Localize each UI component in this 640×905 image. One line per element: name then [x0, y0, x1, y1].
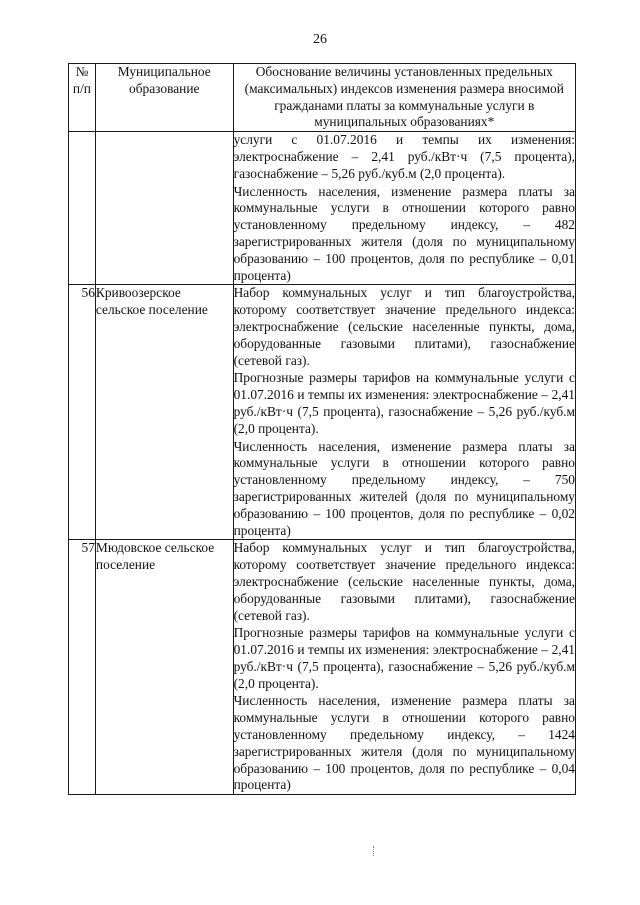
row-municipality: Кривоозерское сельское поселение	[95, 285, 233, 540]
header-municipality: Муниципальное образование	[95, 64, 233, 132]
row-number: 57	[69, 540, 96, 795]
justification-paragraph: Прогнозные размеры тарифов на коммунальные услуги с 01.07.2016 и темпы их изменения: электроснабжение – 2,41 руб./кВт·ч (7,5 процента), газоснабжение – 5,26 руб./куб.м (2,0 процента).	[233, 370, 575, 436]
row-number: 56	[69, 285, 96, 540]
row-justification	[233, 132, 575, 285]
table-header-row	[69, 64, 576, 132]
tariff-index-table	[68, 63, 576, 795]
header-num: № п/п	[69, 64, 96, 132]
page-number: 26	[313, 32, 327, 47]
justification-paragraph: Прогнозные размеры тарифов на коммунальные услуги с 01.07.2016 и темпы их изменения: электроснабжение – 2,41 руб./кВт·ч (7,5 процента), газоснабжение – 5,26 руб./куб.м (2,0 процента).	[233, 625, 575, 691]
row-municipality: Мюдовское сельское поселение	[95, 540, 233, 795]
row-number	[69, 132, 96, 285]
justification-paragraph: Численность населения, изменение размера платы за коммунальные услуги в отношении которого равно установленному предельному индексу, – 1424 зарегистрированных жителя (доля по муниципальному образованию – 100 процентов, доля по республике – 0,04 процента)	[233, 693, 575, 793]
row-justification	[233, 540, 575, 795]
justification-paragraph: услуги с 01.07.2016 и темпы их изменения: электроснабжение – 2,41 руб./кВт·ч (7,5 процента), газоснабжение – 5,26 руб./куб.м (2,0 процента).	[233, 132, 575, 181]
row-municipality	[95, 132, 233, 285]
justification-paragraph: Набор коммунальных услуг и тип благоустройства, которому соответствует значение предельного индекса: электроснабжение (сельские населенные пункты, дома, оборудованные газовыми плитами), газоснабжение (сетевой газ).	[233, 540, 575, 623]
justification-paragraph: Набор коммунальных услуг и тип благоустройства, которому соответствует значение предельного индекса: электроснабжение (сельские населенные пункты, дома, оборудованные газовыми плитами), газоснабжение (сетевой газ).	[233, 285, 575, 368]
header-justification: Обоснование величины установленных предельных (максимальных) индексов изменения размера вносимой гражданами платы за коммунальные услуги в муниципальных образованиях*	[233, 64, 575, 132]
table-row	[69, 540, 576, 795]
table-row	[69, 132, 576, 285]
justification-paragraph: Численность населения, изменение размера платы за коммунальные услуги в отношении которого равно установленному предельному индексу, – 750 зарегистрированных жителей (доля по муниципальному образованию – 100 процентов, доля по республике – 0,02 процента)	[233, 438, 575, 538]
justification-paragraph: Численность населения, изменение размера платы за коммунальные услуги в отношении которого равно установленному предельному индексу, – 482 зарегистрированных жителя (доля по муниципальному образованию – 100 процентов, доля по республике – 0,01 процента)	[233, 183, 575, 283]
table-row	[69, 285, 576, 540]
scan-mark	[373, 846, 376, 856]
row-justification	[233, 285, 575, 540]
